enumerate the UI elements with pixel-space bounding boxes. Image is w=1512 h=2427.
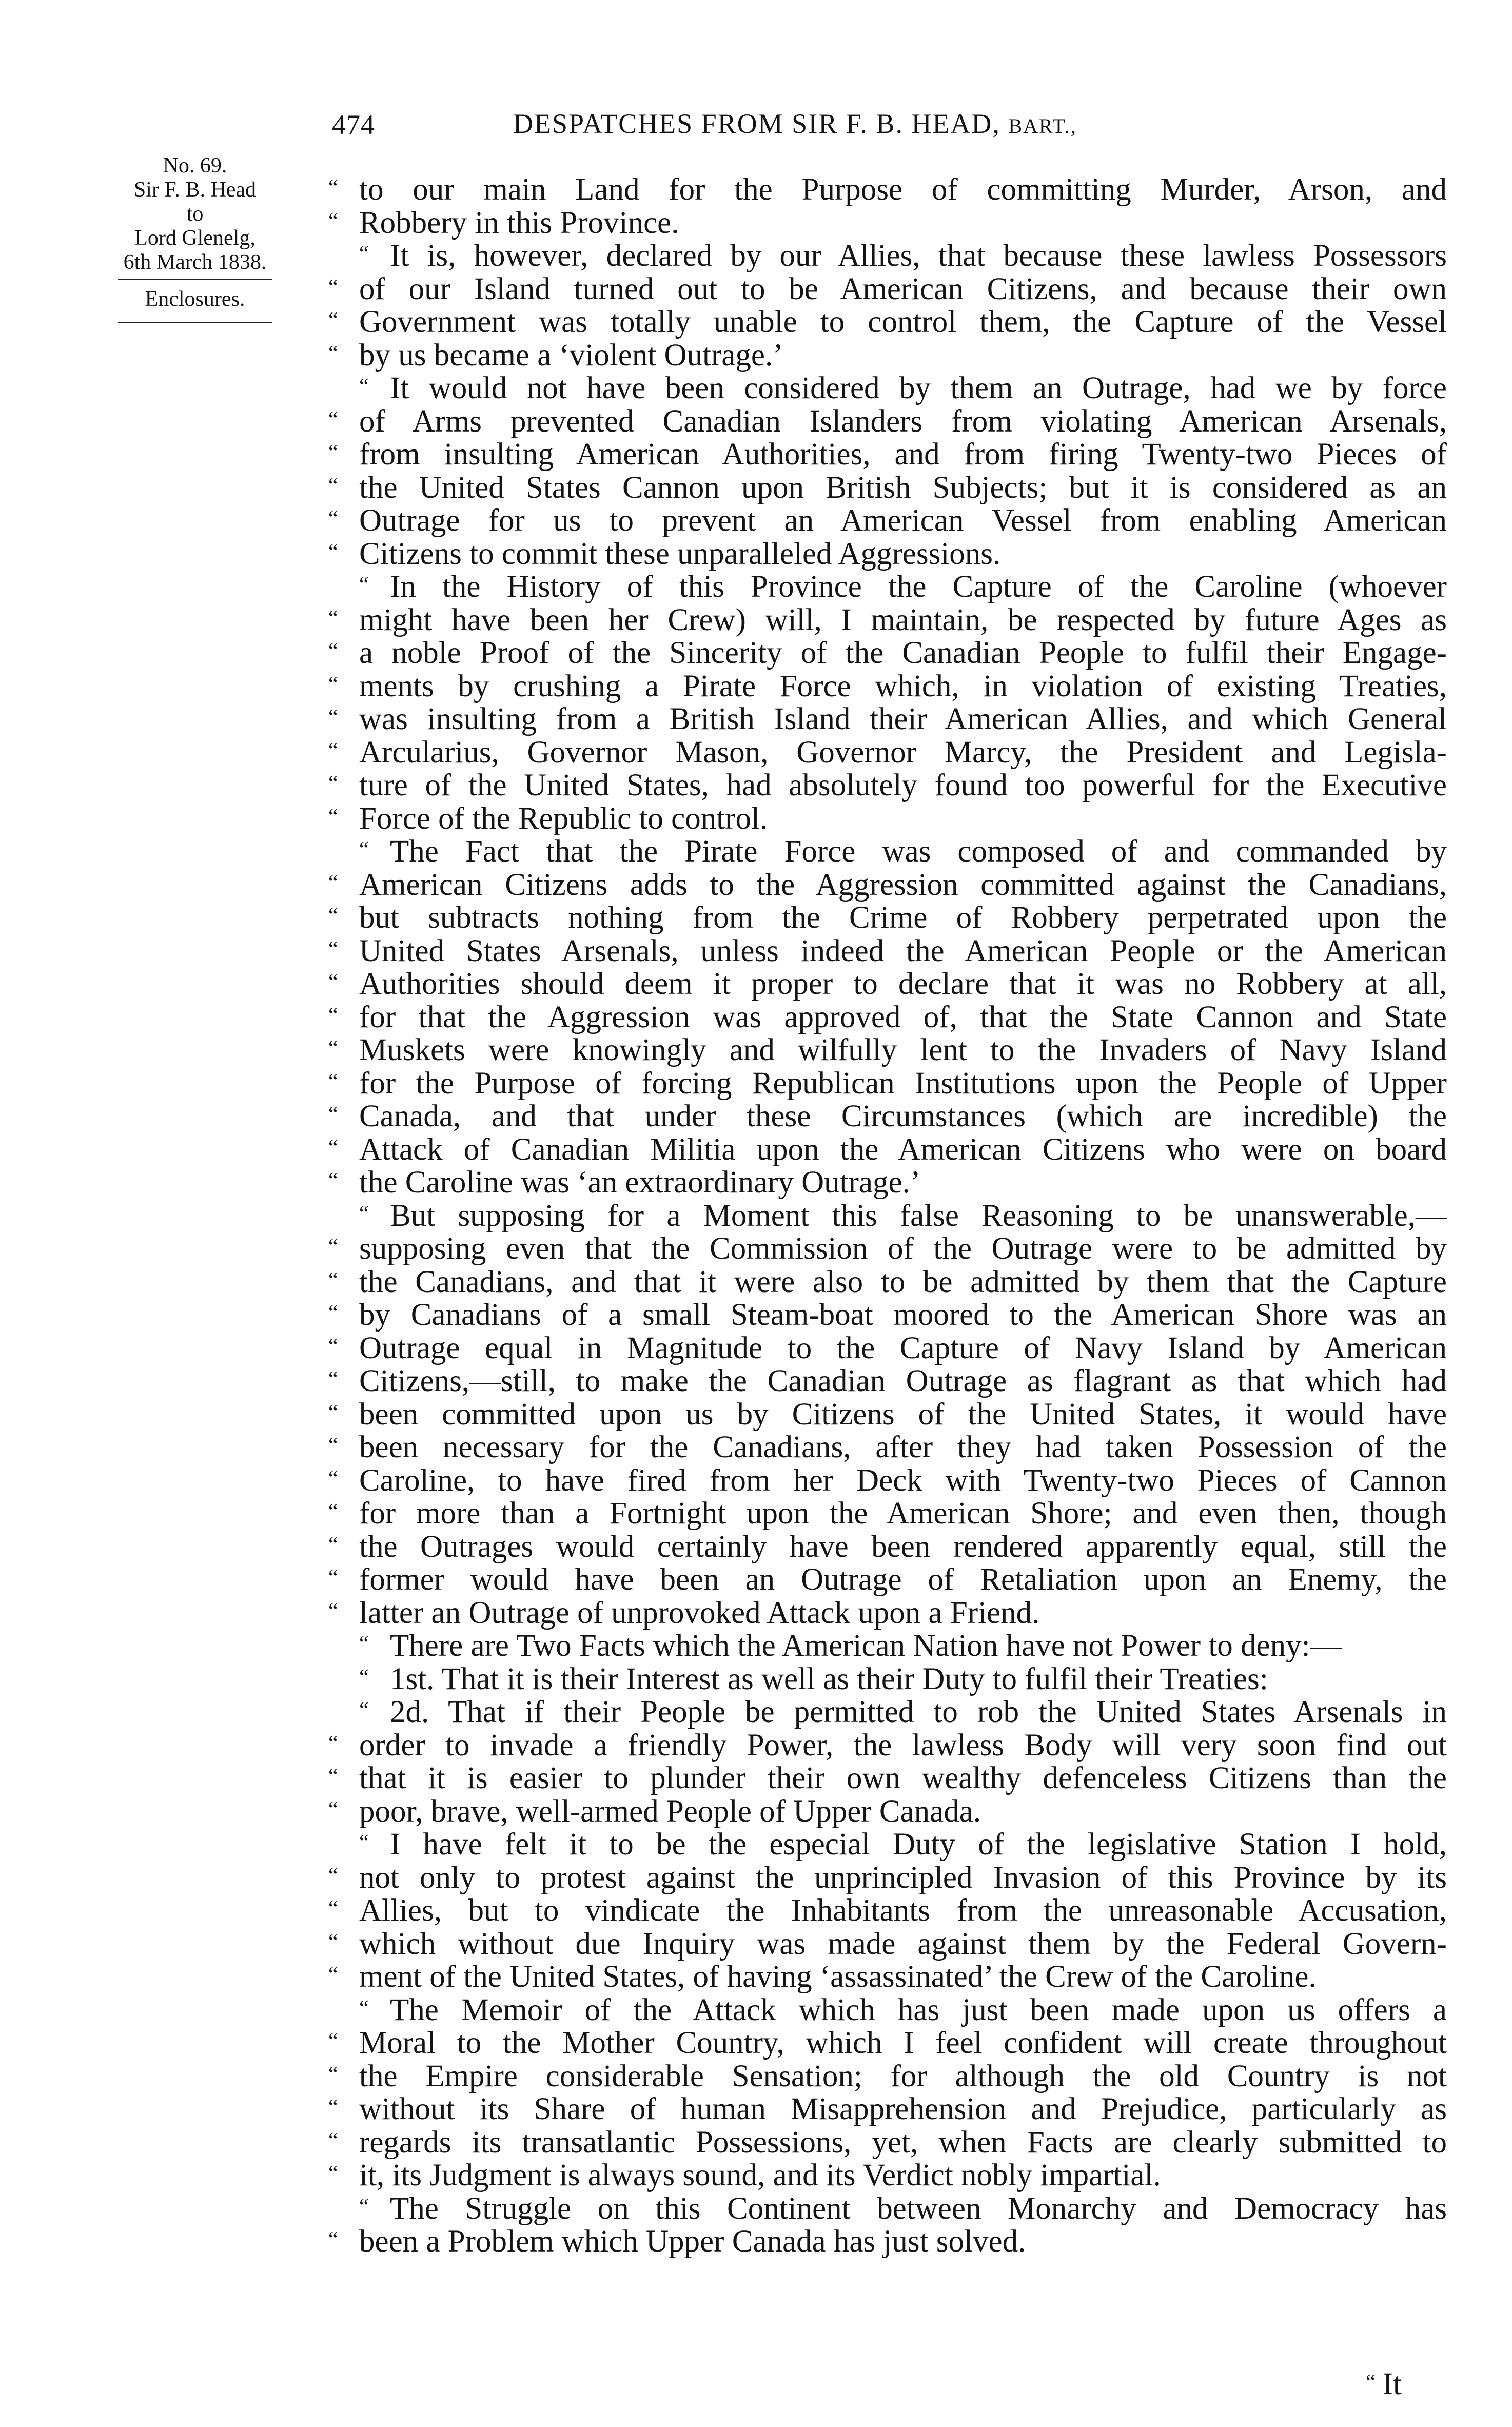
text-line xyxy=(328,1232,1447,1266)
quote-mark: “ xyxy=(328,1897,338,1921)
text-line xyxy=(328,273,1447,306)
text-line xyxy=(328,637,1447,670)
quote-mark: “ xyxy=(328,1334,338,1358)
line-text: United States Arsenals, unless indeed the American People or the American xyxy=(359,933,1447,968)
text-line xyxy=(328,1630,1447,1663)
running-head xyxy=(513,108,1077,140)
line-text: regards its transatlantic Possessions, yet, when Facts are clearly submitted to xyxy=(359,2125,1447,2160)
quote-mark: “ xyxy=(328,507,338,531)
text-line xyxy=(328,1862,1447,1895)
text-line xyxy=(328,1365,1447,1398)
text-line xyxy=(328,869,1447,902)
catchword xyxy=(1366,2366,1402,2402)
text-line xyxy=(328,1531,1447,1564)
text-line xyxy=(328,1961,1447,1994)
line-text: Moral to the Mother Country, which I feel confident will create throughout xyxy=(359,2026,1447,2060)
line-text: which without due Inquiry was made against them by the Federal Govern- xyxy=(359,1926,1447,1961)
line-text: Attack of Canadian Militia upon the American Citizens who were on board xyxy=(359,1132,1447,1167)
text-line xyxy=(328,1299,1447,1332)
quote-mark: “ xyxy=(328,1069,338,1093)
text-line xyxy=(328,703,1447,736)
line-text: poor, brave, well-armed People of Upper Canada. xyxy=(359,1794,981,1829)
running-head-title: DESPATCHES FROM SIR F. B. HEAD, xyxy=(513,108,1000,139)
quote-mark: “ xyxy=(328,1136,338,1160)
text-line xyxy=(328,803,1447,836)
line-text: 1st. That it is their Interest as well as their Duty to fulfil their Treaties: xyxy=(390,1661,1268,1696)
catchword-text: It xyxy=(1382,2367,1402,2401)
quote-mark: “ xyxy=(359,242,369,266)
line-text: by Canadians of a small Steam-boat moored to the American Shore was an xyxy=(359,1298,1447,1332)
quote-mark: “ xyxy=(328,275,338,299)
quote-mark: “ xyxy=(328,606,338,630)
quote-mark: “ xyxy=(328,772,338,795)
quote-mark: “ xyxy=(328,1765,338,1788)
line-text: It is, however, declared by our Allies, that because these lawless Possessors xyxy=(390,239,1447,273)
quote-mark: “ xyxy=(359,573,369,597)
despatch-number: No. 69. xyxy=(163,154,227,178)
text-line xyxy=(328,1994,1447,2027)
line-text: of Arms prevented Canadian Islanders from violating American Arsenals, xyxy=(359,404,1447,439)
text-line xyxy=(328,504,1447,538)
text-line xyxy=(328,1563,1447,1597)
line-text: been committed upon us by Citizens of the United States, it would have xyxy=(359,1397,1447,1432)
line-text: Force of the Republic to control. xyxy=(359,801,768,836)
line-text: I have felt it to be the especial Duty of the legislative Station I hold, xyxy=(390,1827,1447,1862)
line-text: The Struggle on this Continent between Monarchy and Democracy has xyxy=(390,2191,1447,2226)
quote-mark: “ xyxy=(359,1996,369,2020)
text-line xyxy=(328,1034,1447,1067)
line-text: for that the Aggression was approved of, that the State Cannon and State xyxy=(359,1000,1447,1034)
quote-mark: “ xyxy=(328,341,338,365)
text-line xyxy=(328,1100,1447,1133)
line-text: but subtracts nothing from the Crime of Robbery perpetrated upon the xyxy=(359,901,1447,935)
text-line xyxy=(328,1464,1447,1498)
despatch-date: 6th March 1838. xyxy=(123,250,267,274)
text-line xyxy=(328,1828,1447,1862)
line-text: been a Problem which Upper Canada has just solved. xyxy=(359,2224,1026,2259)
quote-mark: “ xyxy=(328,2162,338,2185)
line-text: the Caroline was ‘an extraordinary Outrage.’ xyxy=(359,1165,921,1200)
quote-mark: “ xyxy=(359,2195,369,2219)
margin-rule xyxy=(118,279,272,280)
quote-mark: “ xyxy=(328,2228,338,2252)
page-number: 474 xyxy=(332,109,375,140)
despatch-to: to xyxy=(186,202,204,226)
text-line xyxy=(328,2027,1447,2060)
quote-mark: “ xyxy=(328,706,338,729)
quote-mark: “ xyxy=(328,1731,338,1755)
text-line xyxy=(328,173,1447,207)
quote-mark: “ xyxy=(328,176,338,200)
text-line xyxy=(328,339,1447,373)
quote-mark: “ xyxy=(328,1169,338,1192)
text-line xyxy=(328,372,1447,405)
text-line xyxy=(328,1200,1447,1233)
line-text: Canada, and that under these Circumstances (which are incredible) the xyxy=(359,1099,1447,1133)
text-line xyxy=(328,1696,1447,1729)
margin-note xyxy=(77,154,313,330)
text-line xyxy=(328,1795,1447,1829)
quote-mark: “ xyxy=(328,1400,338,1424)
text-line xyxy=(328,1762,1447,1795)
line-text: Outrage equal in Magnitude to the Capture of Navy Island by American xyxy=(359,1330,1447,1365)
quote-mark: “ xyxy=(328,308,338,332)
quote-mark: “ xyxy=(328,937,338,961)
line-text: was insulting from a British Island their American Allies, and which General xyxy=(359,702,1447,736)
line-text: American Citizens adds to the Aggression committed against the Canadians, xyxy=(359,867,1447,902)
line-text: the Empire considerable Sensation; for although the old Country is not xyxy=(359,2059,1447,2093)
text-line xyxy=(328,2093,1447,2126)
line-text: the Canadians, and that it were also to be admitted by them that the Capture xyxy=(359,1264,1447,1299)
text-line xyxy=(328,2225,1447,2259)
margin-rule-bottom xyxy=(118,322,272,323)
line-text: ments by crushing a Pirate Force which, in violation of existing Treaties, xyxy=(359,669,1447,703)
line-text: order to invade a friendly Power, the lawless Body will very soon find out xyxy=(359,1728,1447,1763)
line-text: ture of the United States, had absolutely found too powerful for the Executive xyxy=(359,768,1447,803)
quote-mark: “ xyxy=(328,2062,338,2086)
line-text: Citizens to commit these unparalleled Aggressions. xyxy=(359,536,1001,571)
text-line xyxy=(328,1497,1447,1531)
quote-mark: “ xyxy=(328,1434,338,1457)
line-text: might have been her Crew) will, I maintain, be respected by future Ages as xyxy=(359,602,1447,637)
quote-mark: “ xyxy=(328,1864,338,1888)
line-text: But supposing for a Moment this false Reasoning to be unanswerable,— xyxy=(390,1198,1447,1233)
quote-mark: “ xyxy=(328,1930,338,1954)
quote-mark: “ xyxy=(328,904,338,928)
line-text: without its Share of human Misapprehension and Prejudice, particularly as xyxy=(359,2092,1447,2126)
quote-mark: “ xyxy=(328,441,338,464)
line-text: not only to protest against the unprincipled Invasion of this Province by its xyxy=(359,1860,1447,1895)
text-line xyxy=(328,240,1447,273)
text-line xyxy=(328,1133,1447,1167)
quote-mark: “ xyxy=(328,1533,338,1557)
quote-mark: “ xyxy=(328,1268,338,1292)
quote-mark: “ xyxy=(328,209,338,233)
text-line xyxy=(328,935,1447,968)
text-line xyxy=(328,306,1447,339)
line-text: There are Two Facts which the American Nation have not Power to deny:— xyxy=(390,1629,1342,1663)
quote-mark: “ xyxy=(328,1003,338,1027)
quote-mark: “ xyxy=(328,1500,338,1523)
quote-mark: “ xyxy=(359,1665,369,1689)
line-text: The Memoir of the Attack which has just been made upon us offers a xyxy=(390,1992,1447,2027)
text-line xyxy=(328,538,1447,571)
quote-mark: “ xyxy=(328,1367,338,1391)
text-line xyxy=(328,1266,1447,1299)
line-text: been necessary for the Canadians, after they had taken Possession of the xyxy=(359,1430,1447,1464)
text-line xyxy=(328,902,1447,935)
quote-mark: “ xyxy=(328,540,338,564)
text-line xyxy=(328,604,1447,637)
line-text: Outrage for us to prevent an American Vessel from enabling American xyxy=(359,503,1447,538)
line-text: It would not have been considered by them an Outrage, had we by force xyxy=(390,371,1447,405)
quote-mark: “ xyxy=(328,970,338,994)
line-text: ment of the United States, of having ‘assassinated’ the Crew of the Caroline. xyxy=(359,1960,1317,1994)
quote-mark: “ xyxy=(328,2096,338,2119)
text-line xyxy=(328,1928,1447,1961)
quote-mark: “ xyxy=(359,1202,369,1226)
quote-mark: “ xyxy=(328,474,338,498)
text-line xyxy=(328,1729,1447,1763)
quote-mark: “ xyxy=(328,805,338,829)
text-line xyxy=(328,1597,1447,1630)
line-text: Arcularius, Governor Mason, Governor Marcy, the President and Legisla- xyxy=(359,735,1447,770)
quote-mark: “ xyxy=(328,1797,338,1822)
running-head-suffix: BART., xyxy=(1008,114,1077,138)
text-line xyxy=(328,1398,1447,1432)
line-text: supposing even that the Commission of the Outrage were to be admitted by xyxy=(359,1231,1447,1266)
text-line xyxy=(328,1663,1447,1696)
quote-mark: “ xyxy=(359,375,369,398)
text-line xyxy=(328,835,1447,869)
quote-mark: “ xyxy=(328,2128,338,2152)
quote-mark: “ xyxy=(328,738,338,762)
text-line xyxy=(328,438,1447,472)
line-text: Allies, but to vindicate the Inhabitants from the unreasonable Accusation, xyxy=(359,1893,1447,1928)
text-line xyxy=(328,207,1447,240)
quote-mark: “ xyxy=(359,838,369,862)
line-text: for the Purpose of forcing Republican Institutions upon the People of Upper xyxy=(359,1066,1447,1101)
line-text: that it is easier to plunder their own wealthy defenceless Citizens than the xyxy=(359,1761,1447,1795)
quote-mark: “ xyxy=(359,1831,369,1854)
despatch-recipient: Lord Glenelg, xyxy=(134,226,256,250)
text-line xyxy=(328,1166,1447,1200)
despatch-from: Sir F. B. Head xyxy=(133,178,257,202)
text-line xyxy=(328,2060,1447,2093)
text-line xyxy=(328,1332,1447,1365)
text-line xyxy=(328,1894,1447,1928)
text-line xyxy=(328,670,1447,703)
line-text: Caroline, to have fired from her Deck with Twenty-two Pieces of Cannon xyxy=(359,1463,1447,1498)
line-text: the Outrages would certainly have been rendered apparently equal, still the xyxy=(359,1529,1447,1564)
enclosures-label: Enclosures. xyxy=(145,287,245,311)
text-line xyxy=(328,769,1447,803)
text-line xyxy=(328,571,1447,604)
quote-mark: “ xyxy=(328,672,338,696)
quote-mark: “ xyxy=(328,1466,338,1491)
line-text: former would have been an Outrage of Retaliation upon an Enemy, the xyxy=(359,1562,1447,1597)
text-line xyxy=(328,1067,1447,1101)
body-text xyxy=(328,173,1447,2259)
quote-mark: “ xyxy=(328,871,338,895)
line-text: by us became a ‘violent Outrage.’ xyxy=(359,338,783,373)
line-text: latter an Outrage of unprovoked Attack upon a Friend. xyxy=(359,1595,1040,1630)
quote-mark: “ xyxy=(328,639,338,663)
line-text: Authorities should deem it proper to declare that it was no Robbery at all, xyxy=(359,967,1447,1001)
text-line xyxy=(328,736,1447,770)
text-line xyxy=(328,472,1447,505)
text-line xyxy=(328,2193,1447,2226)
line-text: of our Island turned out to be American Citizens, and because their own xyxy=(359,271,1447,306)
line-text: Citizens,—still, to make the Canadian Outrage as flagrant as that which had xyxy=(359,1364,1447,1398)
quote-mark: “ xyxy=(359,1698,369,1722)
line-text: the United States Cannon upon British Subjects; but it is considered as an xyxy=(359,470,1447,505)
line-text: to our main Land for the Purpose of committing Murder, Arson, and xyxy=(359,172,1447,207)
line-text: Robbery in this Province. xyxy=(359,205,679,240)
quote-mark: “ xyxy=(328,1036,338,1060)
line-text: from insulting American Authorities, and from firing Twenty-two Pieces of xyxy=(359,437,1447,472)
line-text: 2d. That if their People be permitted to rob the United States Arsenals in xyxy=(390,1695,1447,1729)
text-line xyxy=(328,1431,1447,1464)
quote-mark: “ xyxy=(328,1235,338,1259)
quote-mark: “ xyxy=(328,1963,338,1987)
quote-mark: “ xyxy=(328,2029,338,2053)
text-line xyxy=(328,968,1447,1001)
quote-mark: “ xyxy=(328,407,338,432)
text-line xyxy=(328,405,1447,439)
quote-mark: “ xyxy=(328,1301,338,1325)
line-text: The Fact that the Pirate Force was composed of and commanded by xyxy=(390,834,1447,869)
text-line xyxy=(328,2126,1447,2160)
line-text: In the History of this Province the Capture of the Caroline (whoever xyxy=(390,570,1447,604)
line-text: Government was totally unable to control them, the Capture of the Vessel xyxy=(359,305,1447,339)
quote-mark: “ xyxy=(359,1632,369,1656)
text-line xyxy=(328,2159,1447,2193)
quote-mark: “ xyxy=(328,1599,338,1623)
line-text: for more than a Fortnight upon the American Shore; and even then, though xyxy=(359,1496,1447,1531)
line-text: it, its Judgment is always sound, and its Verdict nobly impartial. xyxy=(359,2158,1161,2193)
line-text: a noble Proof of the Sincerity of the Canadian People to fulfil their Engage- xyxy=(359,636,1447,670)
catchword-quote: “ xyxy=(1366,2371,1376,2394)
quote-mark: “ xyxy=(328,1566,338,1590)
quote-mark: “ xyxy=(328,1103,338,1126)
text-line xyxy=(328,1001,1447,1034)
line-text: Muskets were knowingly and wilfully lent to the Invaders of Navy Island xyxy=(359,1033,1447,1067)
